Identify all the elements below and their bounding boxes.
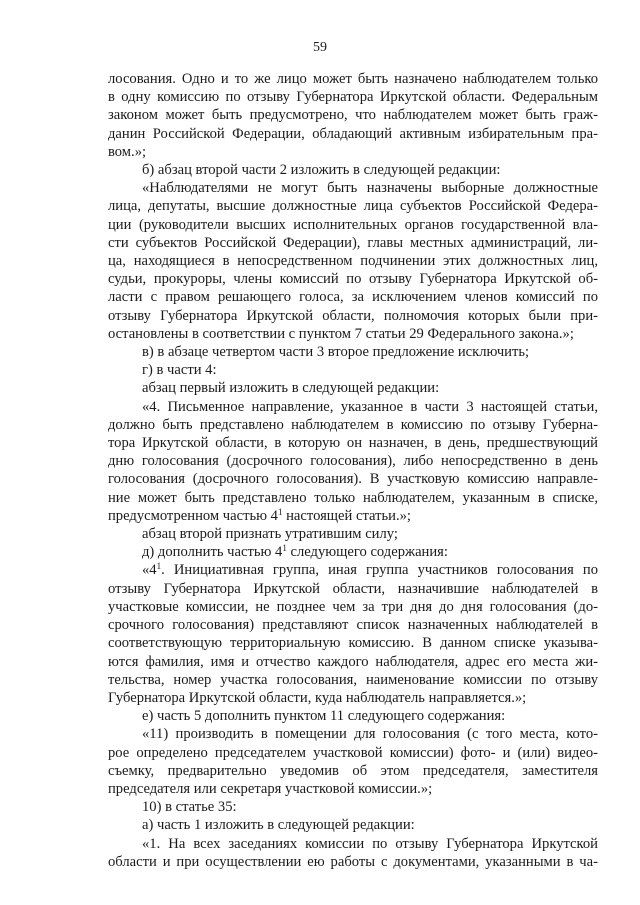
- text-line-content: тора Иркутской области, в которую он назначен, в день, предшествующий: [108, 435, 598, 452]
- text-line-content: ца, находящиеся в непосредственном подчинении этих должностных лиц,: [108, 253, 598, 270]
- text-line-content: должно быть представлено наблюдателем в комиссию по отзыву Губерна-: [108, 416, 598, 433]
- text-line-content: «Наблюдателями не могут быть назначены выборные должностные: [142, 180, 598, 197]
- text-line-content: в одну комиссию по отзыву Губернатора Иркутской области. Федеральным: [108, 89, 598, 106]
- text-line-content: ние может быть представлено только наблюдателем, указанным в списке,: [108, 489, 598, 506]
- text-line-content: 10) в статье 35:: [142, 799, 237, 816]
- superscript: 1: [282, 543, 287, 554]
- text-line: [108, 197, 598, 215]
- text-line-content: председателя или секретаря участковой комиссии.»;: [108, 780, 433, 797]
- text-line-content: Губернатора Иркутской области, куда наблюдатель направляется.»;: [108, 689, 527, 706]
- text-line: [108, 70, 598, 88]
- text-line-continuation: настоящей статьи.»;: [282, 507, 411, 524]
- text-line: [108, 798, 598, 816]
- text-line-content: судьи, прокуроры, члены комиссий по отзыву Губернатора Иркутской об-: [108, 271, 598, 288]
- text-line: [108, 616, 598, 634]
- text-line-content: вом.»;: [108, 143, 147, 160]
- text-line-content: г) в части 4:: [142, 362, 217, 379]
- text-line: [108, 452, 598, 470]
- text-line: [108, 543, 598, 561]
- text-line: [108, 216, 598, 234]
- text-line-content: «1. На всех заседаниях комиссии по отзыву Губернатора Иркутской: [142, 835, 598, 852]
- text-line: [108, 561, 598, 579]
- text-line: [108, 325, 598, 343]
- text-line: [108, 725, 598, 743]
- text-line: [108, 653, 598, 671]
- text-line: [108, 234, 598, 252]
- text-line-content: сти субъектов Российской Федерации), главы местных администраций, ли-: [108, 234, 598, 251]
- text-line: [108, 489, 598, 507]
- text-line: [108, 252, 598, 270]
- text-line-content: ласти с правом решающего голоса, за исключением членов комиссий по: [108, 289, 598, 306]
- text-line-content: в) в абзаце четвертом части 3 второе предложение исключить;: [142, 344, 530, 361]
- page-number: 59: [313, 40, 327, 55]
- text-line-content: остановлены в соответствии с пунктом 7 статьи 29 Федерального закона.»;: [108, 325, 574, 342]
- text-line: [108, 307, 598, 325]
- text-line: [108, 470, 598, 488]
- text-line-continuation: . Инициативная группа, иная группа участников голосования по: [161, 562, 598, 579]
- text-line-content: голосования (досрочного голосования). В участковую комиссию направле-: [108, 471, 598, 488]
- text-line-content: законом может быть предусмотрено, что наблюдателем может быть граж-: [108, 107, 598, 124]
- text-line-content: отзыву Губернатора Иркутской области, полномочия которых были при-: [108, 307, 598, 324]
- text-line-continuation: следующего содержания:: [286, 544, 448, 561]
- text-line: [108, 634, 598, 652]
- text-line: [108, 288, 598, 306]
- text-line-content: предусмотренном частью 4: [108, 507, 278, 524]
- text-line-content: участковые комиссии, не позднее чем за три дня до дня голосования (до-: [108, 598, 598, 615]
- text-line-content: абзац второй признать утратившим силу;: [142, 526, 398, 543]
- text-line: [108, 361, 598, 379]
- text-line-content: абзац первый изложить в следующей редакции:: [142, 380, 440, 397]
- text-line-content: е) часть 5 дополнить пунктом 11 следующего содержания:: [142, 708, 506, 725]
- text-line-content: съемку, предварительно уведомив об этом председателя, заместителя: [108, 762, 598, 779]
- text-line: [108, 379, 598, 397]
- text-line: [108, 125, 598, 143]
- text-line-content: рое определено председателем участковой комиссии) фото- и (или) видео-: [108, 744, 598, 761]
- text-line: [108, 598, 598, 616]
- text-line-content: д) дополнить частью 4: [142, 544, 283, 561]
- text-line: [108, 816, 598, 834]
- text-line-content: «11) производить в помещении для голосования (с того места, кото-: [142, 726, 598, 743]
- text-line-content: «4: [142, 562, 157, 579]
- text-line-content: срочного голосования) представляют список назначенных наблюдателей в: [108, 617, 598, 634]
- text-line: [108, 689, 598, 707]
- text-line: [108, 835, 598, 853]
- text-line: [108, 507, 598, 525]
- text-line: [108, 780, 598, 798]
- text-line: [108, 434, 598, 452]
- text-line: [108, 343, 598, 361]
- text-line: [108, 744, 598, 762]
- text-line-content: лосования. Одно и то же лицо может быть назначено наблюдателем только: [108, 71, 598, 87]
- text-line: [108, 106, 598, 124]
- text-line: [108, 161, 598, 179]
- text-line: [108, 525, 598, 543]
- text-line: [108, 580, 598, 598]
- text-line: [108, 762, 598, 780]
- text-line: [108, 853, 598, 871]
- text-line-content: б) абзац второй части 2 изложить в следующей редакции:: [142, 162, 501, 179]
- text-line-content: а) часть 1 изложить в следующей редакции:: [142, 817, 415, 834]
- text-line: [108, 707, 598, 725]
- text-line: [108, 270, 598, 288]
- text-line: [108, 671, 598, 689]
- text-line: [108, 398, 598, 416]
- text-line-content: соответствующую территориальную комиссию. В данном списке указыва-: [108, 635, 598, 652]
- text-line-content: ются фамилия, имя и отчество каждого наблюдателя, адрес его места жи-: [108, 653, 598, 670]
- text-line-content: данин Российской Федерации, обладающий активным избирательным пра-: [108, 125, 598, 142]
- superscript: 1: [156, 561, 162, 572]
- text-line-content: лица, депутаты, высшие должностные лица субъектов Российской Федера-: [108, 198, 598, 215]
- text-line-content: «4. Письменное направление, указанное в части 3 настоящей статьи,: [142, 398, 598, 415]
- text-line-content: ции (руководители высших исполнительных органов государственной вла-: [108, 216, 598, 233]
- text-line-content: тельства, номер участка голосования, наименование комиссии по отзыву: [108, 671, 598, 688]
- text-line: [108, 88, 598, 106]
- text-line: [108, 143, 598, 161]
- text-line-content: дню голосования (досрочного голосования), либо непосредственно в день: [108, 453, 598, 470]
- text-line: [108, 179, 598, 197]
- text-line: [108, 416, 598, 434]
- text-line-content: области и при осуществлении ею работы с документами, указанными в ча-: [108, 853, 598, 870]
- text-line-content: отзыву Губернатора Иркутской области, назначившие наблюдателей в: [108, 580, 598, 597]
- body-text: [108, 70, 598, 871]
- superscript: 1: [277, 506, 283, 517]
